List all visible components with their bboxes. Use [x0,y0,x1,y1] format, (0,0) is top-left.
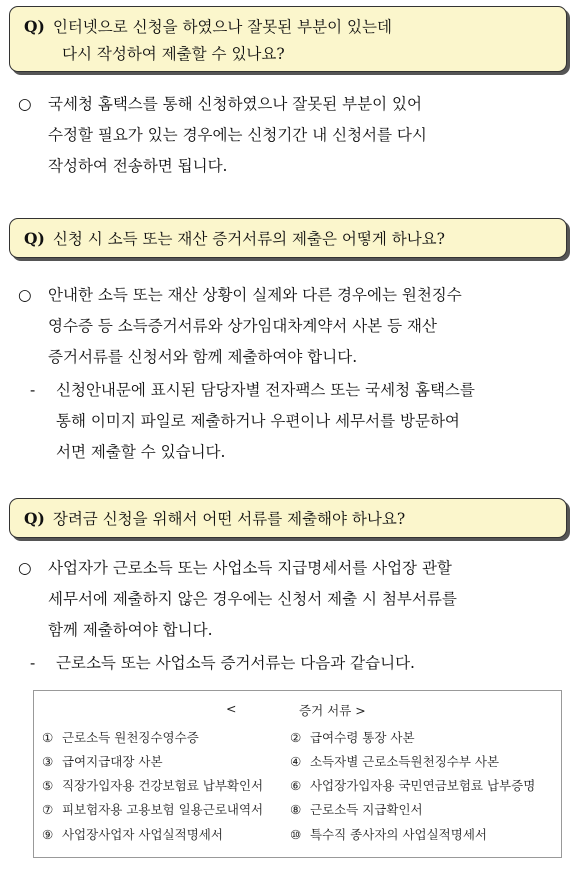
item-text: 사업장사업자 사업실적명세서 [61,827,223,842]
item-text: 직장가입자용 건강보험료 납부확인서 [61,778,264,793]
document-item [42,800,263,818]
answer-sub-line: 신청안내문에 표시된 담당자별 전자팩스 또는 국세청 홈택스를 [56,381,475,399]
item-number: ⑤ [42,778,54,793]
document-item [42,825,223,843]
item-number: ⑦ [42,802,54,817]
question-line [24,13,552,41]
document-item [290,728,415,746]
answer-bullet [18,553,570,646]
item-number: ② [290,730,302,745]
question-line: 다시 작성하여 제출할 수 있나요? [62,45,285,63]
item-number: ⑥ [290,778,302,793]
answer-line: 영수증 등 소득증거서류와 상가임대차계약서 사본 등 재산 [48,317,437,335]
evidence-documents-box [33,690,562,858]
question-mark: Q) [24,17,45,36]
answer-sub-bullet [18,375,570,468]
document-item [290,752,499,770]
item-number: ③ [42,754,54,769]
item-text: 특수직 종사자의 사업실적명세서 [309,827,487,842]
question-box-3 [9,498,567,538]
question-mark: Q) [24,509,45,528]
title-open-bracket: < [226,701,237,716]
answer-line: 증거서류를 신청서와 함께 제출하여야 합니다. [48,348,358,366]
answer-line: 함께 제출하여야 합니다. [48,621,213,639]
item-text: 사업장가입자용 국민연금보험료 납부증명 [309,778,536,793]
answer-sub-line: 통해 이미지 파일로 제출하거나 우편이나 세무서를 방문하여 [56,412,460,430]
answer-line: 사업자가 근로소득 또는 사업소득 지급명세서를 사업장 관할 [48,559,452,577]
question-line [24,505,552,533]
question-text: 장려금 신청을 위해서 어떤 서류를 제출해야 하나요? [52,510,406,528]
answer-bullet [18,89,570,182]
dash-bullet-icon: - [30,381,36,399]
item-text: 급여지급대장 사본 [61,754,163,769]
circle-bullet-icon: ○ [18,95,32,113]
question-line [24,225,552,253]
title-text: 증거 서류 > [299,703,366,718]
document-item [42,752,163,770]
item-number: ④ [290,754,302,769]
dash-bullet-icon: - [30,654,36,672]
question-box-1 [9,6,567,72]
answer-line: 안내한 소득 또는 재산 상황이 실제와 다른 경우에는 원천징수 [48,286,462,304]
circle-bullet-icon: ○ [18,286,32,304]
answer-line: 작성하여 전송하면 됩니다. [48,157,228,175]
item-text: 급여수령 통장 사본 [309,730,415,745]
answer-block-2 [18,280,570,468]
question-text: 인터넷으로 신청을 하였으나 잘못된 부분이 있는데 [52,18,392,36]
document-item [290,800,423,818]
answer-sub-line: 근로소득 또는 사업소득 증거서류는 다음과 같습니다. [56,654,415,672]
item-text: 근로소득 지급확인서 [309,802,423,817]
item-text: 근로소득 원천징수영수증 [61,730,199,745]
answer-bullet [18,280,570,373]
item-text: 피보험자용 고용보험 일용근로내역서 [61,802,264,817]
document-item [290,825,487,843]
item-text: 소득자별 근로소득원천징수부 사본 [309,754,500,769]
document-item [42,728,199,746]
item-number: ① [42,730,54,745]
item-number: ⑩ [290,827,302,842]
question-mark: Q) [24,229,45,248]
question-text: 신청 시 소득 또는 재산 증거서류의 제출은 어떻게 하나요? [52,230,445,248]
document-item [42,776,263,794]
answer-line: 세무서에 제출하지 않은 경우에는 신청서 제출 시 첨부서류를 [48,590,457,608]
answer-block-3 [18,553,570,679]
item-number: ⑧ [290,802,302,817]
answer-sub-line: 서면 제출할 수 있습니다. [56,443,226,461]
question-box-2 [9,218,567,258]
document-item [290,776,535,794]
item-number: ⑨ [42,827,54,842]
answer-line: 수정할 필요가 있는 경우에는 신청기간 내 신청서를 다시 [48,126,427,144]
answer-line: 국세청 홈택스를 통해 신청하였으나 잘못된 부분이 있어 [48,95,422,113]
answer-sub-bullet [18,648,570,679]
answer-block-1 [18,89,570,182]
circle-bullet-icon: ○ [18,559,32,577]
